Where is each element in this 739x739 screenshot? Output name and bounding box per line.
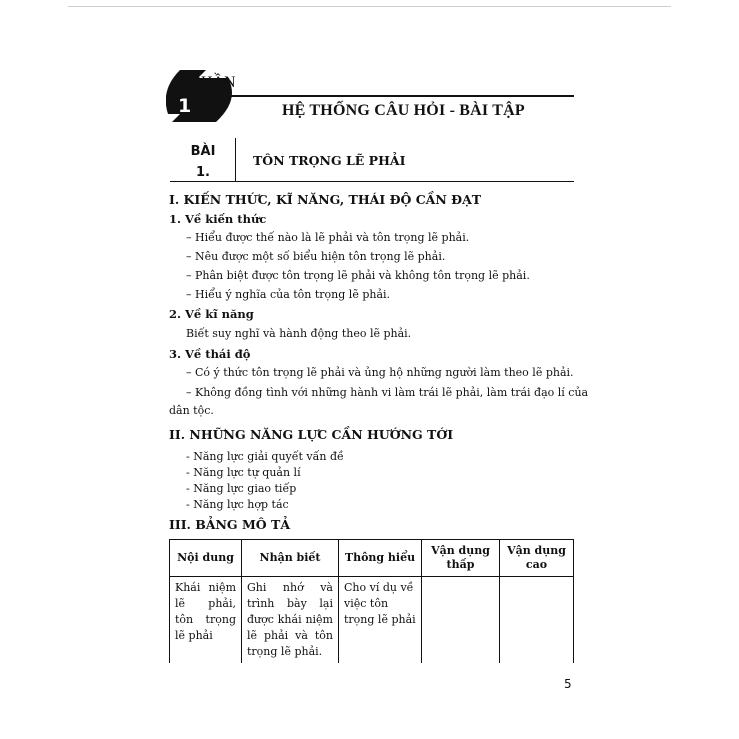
table-cell: Ghi nhớ và trình bày lại được khái niệm lẽ phải và tôn trọng lẽ phải. bbox=[242, 577, 339, 664]
lesson-label-word: BÀI bbox=[190, 144, 216, 159]
section3-heading: III. BẢNG MÔ TẢ bbox=[169, 517, 291, 532]
lesson-underline bbox=[170, 181, 574, 182]
table-header: Thông hiểu bbox=[339, 540, 422, 577]
description-table bbox=[169, 539, 574, 663]
table-cell bbox=[422, 577, 500, 664]
skills-heading: 2. Về kĩ năng bbox=[169, 307, 254, 321]
competency-item: - Năng lực tự quản lí bbox=[186, 466, 301, 479]
section1-heading: I. KIẾN THỨC, KĨ NĂNG, THÁI ĐỘ CẦN ĐẠT bbox=[169, 192, 482, 207]
part-title: HỆ THỐNG CÂU HỎI - BÀI TẬP bbox=[282, 102, 525, 119]
knowledge-item: – Hiểu được thế nào là lẽ phải và tôn trọng lẽ phải. bbox=[186, 231, 470, 244]
table-cell: Cho ví dụ về việc tôn trọng lẽ phải bbox=[339, 577, 422, 664]
part-rule bbox=[226, 95, 574, 97]
table-cell bbox=[500, 577, 574, 664]
table-header: Vận dụng thấp bbox=[422, 540, 500, 577]
competency-item: - Năng lực giao tiếp bbox=[186, 482, 297, 495]
competency-item: - Năng lực hợp tác bbox=[186, 498, 289, 511]
knowledge-heading: 1. Về kiến thức bbox=[169, 212, 267, 226]
table-header-row bbox=[170, 540, 574, 577]
attitude-item: – Có ý thức tôn trọng lẽ phải và ủng hộ những người làm theo lẽ phải. bbox=[186, 366, 574, 379]
top-border bbox=[68, 6, 671, 7]
lesson-title: TÔN TRỌNG LẼ PHẢI bbox=[253, 153, 406, 168]
table-header: Vận dụng cao bbox=[500, 540, 574, 577]
table-row bbox=[170, 577, 574, 664]
lesson-label-number: 1. bbox=[196, 165, 210, 180]
skills-text: Biết suy nghĩ và hành động theo lẽ phải. bbox=[186, 327, 412, 340]
knowledge-item: – Phân biệt được tôn trọng lẽ phải và không tôn trọng lẽ phải. bbox=[186, 269, 530, 282]
competency-item: - Năng lực giải quyết vấn đề bbox=[186, 450, 344, 463]
page-number: 5 bbox=[564, 677, 572, 691]
attitude-item: – Không đồng tình với những hành vi làm trái lẽ phải, làm trái đạo lí của bbox=[186, 386, 589, 399]
knowledge-item: – Hiểu ý nghĩa của tôn trọng lẽ phải. bbox=[186, 288, 391, 301]
table-header: Nhận biết bbox=[242, 540, 339, 577]
part-number: 1 bbox=[178, 95, 192, 117]
part-word: PHẦN bbox=[192, 74, 236, 91]
lesson-divider bbox=[235, 138, 236, 182]
lesson-label bbox=[176, 141, 230, 183]
attitude-heading: 3. Về thái độ bbox=[169, 347, 251, 361]
attitude-item-continued: dân tộc. bbox=[169, 404, 214, 417]
table-cell: Khái niệm lẽ phải, tôn trọng lẽ phải bbox=[170, 577, 242, 664]
section2-heading: II. NHỮNG NĂNG LỰC CẦN HƯỚNG TỚI bbox=[169, 427, 454, 442]
knowledge-item: – Nêu được một số biểu hiện tôn trọng lẽ phải. bbox=[186, 250, 446, 263]
table-header: Nội dung bbox=[170, 540, 242, 577]
